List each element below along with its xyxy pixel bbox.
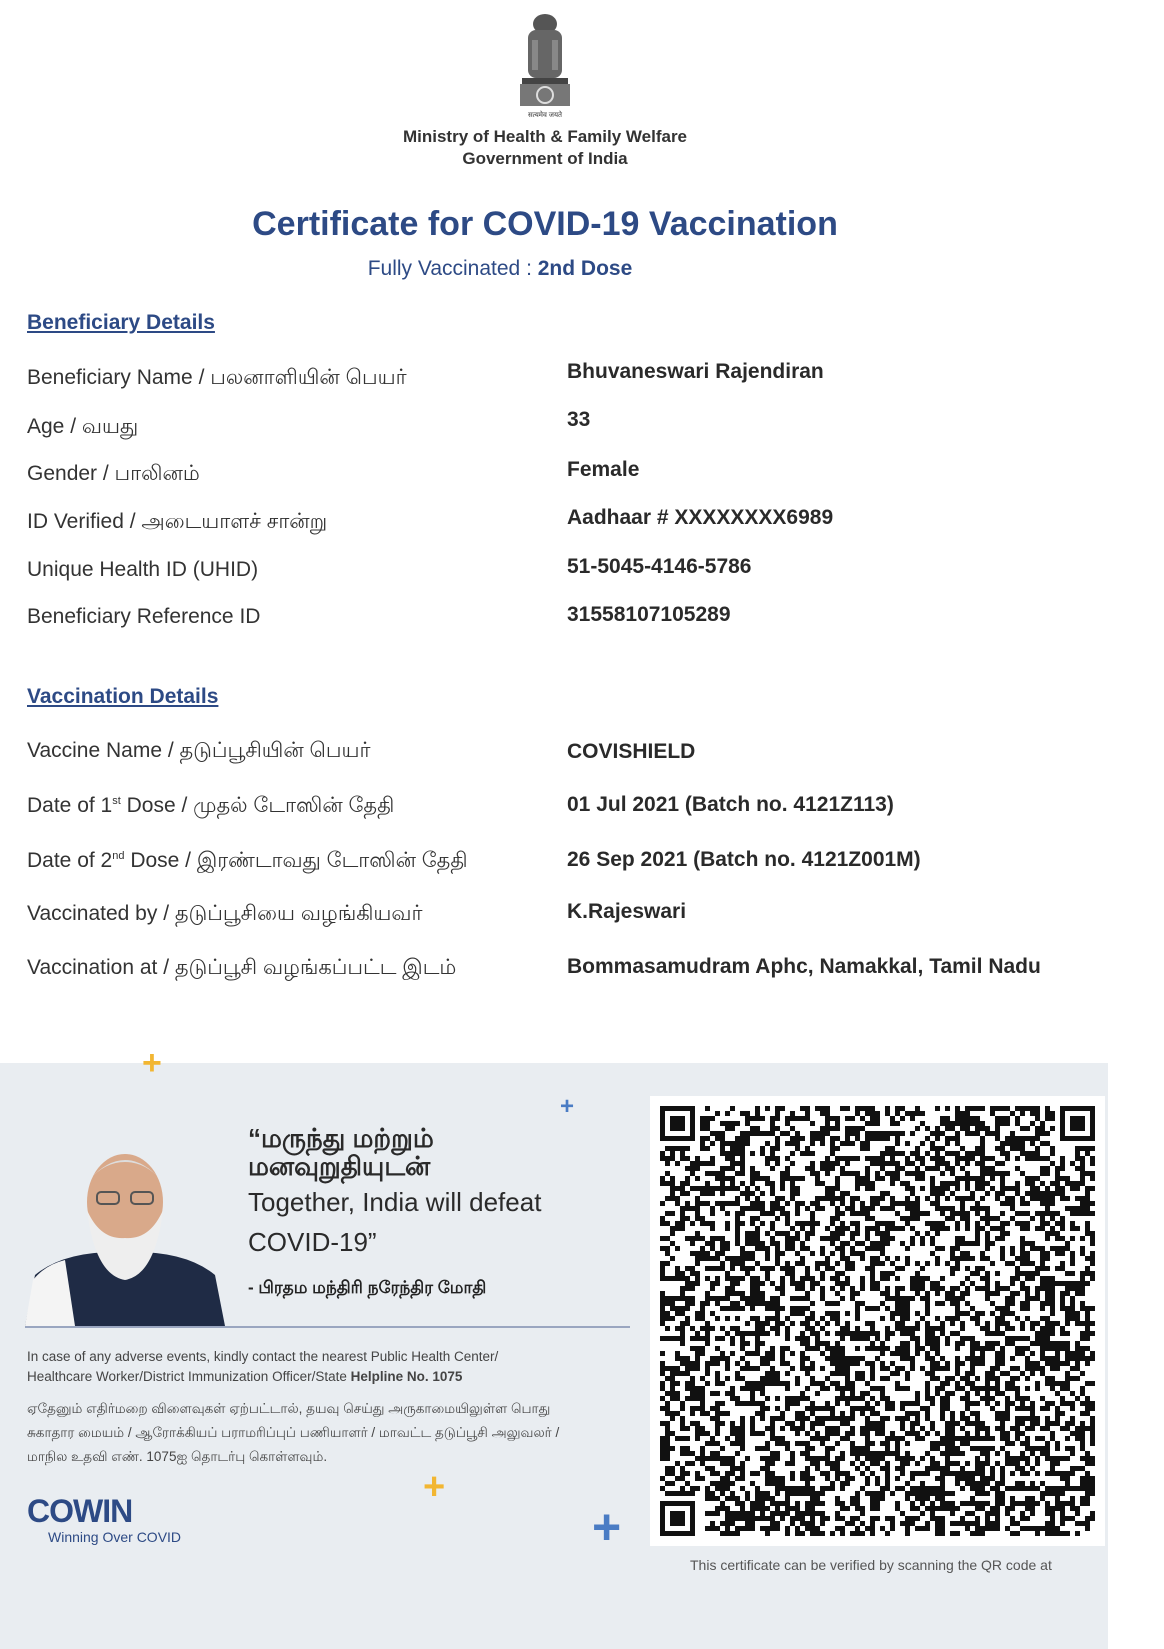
certificate-title: Certificate for COVID-19 Vaccination bbox=[252, 205, 838, 243]
advice-tamil bbox=[27, 1397, 559, 1469]
second-dose-label bbox=[27, 849, 468, 875]
plus-icon: + bbox=[592, 1499, 622, 1555]
advice-line: சுகாதார மையம் / ஆரோக்கியப் பராமரிப்புப் பணியாளர் / மாவட்ட தடுப்பூசி அலுவலர் / bbox=[27, 1425, 560, 1440]
vaccine-name-label: Vaccine Name / தடுப்பூசியின் பெயர் bbox=[27, 739, 371, 762]
reference-id-value: 31558107105289 bbox=[567, 603, 731, 626]
gender-label: Gender / பாலினம் bbox=[27, 462, 200, 485]
vaccinated-by-label: Vaccinated by / தடுப்பூசியை வழங்கியவர் bbox=[27, 902, 423, 925]
dose-label: 2nd Dose bbox=[537, 257, 633, 280]
gender-value: Female bbox=[567, 458, 640, 481]
age-label: Age / வயது bbox=[27, 415, 139, 438]
first-dose-label bbox=[27, 794, 394, 820]
status-prefix: Fully Vaccinated : bbox=[367, 257, 538, 280]
qr-modules bbox=[660, 1106, 1095, 1536]
helpline-number: Helpline No. 1075 bbox=[350, 1369, 463, 1384]
vaccinated-by-value: K.Rajeswari bbox=[567, 900, 687, 923]
quote-english bbox=[248, 1186, 541, 1258]
emblem-motto: सत्यमेव जयते bbox=[527, 112, 563, 119]
quote-line: Together, India will defeat bbox=[248, 1187, 542, 1217]
uhid-label: Unique Health ID (UHID) bbox=[27, 558, 259, 581]
quote-tamil bbox=[248, 1124, 434, 1180]
quote-attribution: - பிரதம மந்திரி நரேந்திர மோதி bbox=[248, 1278, 487, 1297]
plus-icon: + bbox=[142, 1044, 162, 1082]
id-verified-value: Aadhaar # XXXXXXXX6989 bbox=[567, 506, 834, 529]
first-dose-value: 01 Jul 2021 (Batch no. 4121Z113) bbox=[567, 793, 894, 816]
uhid-value: 51-5045-4146-5786 bbox=[567, 555, 752, 578]
label-sup: st bbox=[112, 795, 121, 807]
label-text: Date of 1 bbox=[27, 794, 113, 817]
age-value: 33 bbox=[567, 408, 591, 431]
beneficiary-details-heading: Beneficiary Details bbox=[27, 311, 215, 334]
vaccine-name-value: COVISHIELD bbox=[567, 740, 696, 763]
vaccination-details-heading: Vaccination Details bbox=[27, 685, 219, 708]
cowin-logo: COWIN bbox=[27, 1493, 133, 1529]
quote-line: “மருந்து மற்றும் bbox=[248, 1123, 434, 1153]
advice-line: Healthcare Worker/District Immunization Officer/State bbox=[27, 1369, 351, 1384]
advice-line: In case of any adverse events, kindly contact the nearest Public Health Center/ bbox=[27, 1349, 499, 1364]
ministry-name: Ministry of Health & Family Welfare bbox=[402, 127, 688, 146]
prime-minister-portrait bbox=[25, 1140, 225, 1326]
national-emblem-icon bbox=[512, 10, 578, 120]
vaccination-status bbox=[0, 257, 1000, 281]
quote-line: மனவுறுதியுடன் bbox=[248, 1151, 431, 1181]
government-name: Government of India bbox=[462, 149, 628, 168]
verify-text: This certificate can be verified by scanning the QR code at bbox=[690, 1557, 1052, 1573]
qr-code-container bbox=[650, 1096, 1105, 1546]
quote-line: COVID-19” bbox=[248, 1227, 377, 1257]
qr-code bbox=[660, 1106, 1095, 1536]
second-dose-value: 26 Sep 2021 (Batch no. 4121Z001M) bbox=[567, 848, 921, 871]
cowin-tagline: Winning Over COVID bbox=[48, 1529, 182, 1545]
label-text: Dose / முதல் டோஸின் தேதி bbox=[120, 794, 395, 817]
plus-icon: + bbox=[560, 1093, 575, 1120]
beneficiary-name-value: Bhuvaneswari Rajendiran bbox=[567, 360, 824, 383]
label-sup: nd bbox=[112, 850, 125, 862]
reference-id-label: Beneficiary Reference ID bbox=[27, 605, 261, 628]
beneficiary-name-label: Beneficiary Name / பலனாளியின் பெயர் bbox=[27, 366, 407, 389]
advice-english bbox=[27, 1347, 498, 1387]
plus-icon: + bbox=[423, 1466, 446, 1508]
divider bbox=[25, 1326, 630, 1328]
advice-line: ஏதேனும் எதிர்மறை விளைவுகள் ஏற்பட்டால், தயவு செய்து அருகாமையிலுள்ள பொது bbox=[27, 1401, 551, 1416]
vaccination-at-label: Vaccination at / தடுப்பூசி வழங்கப்பட்ட இடம் bbox=[27, 956, 457, 979]
id-verified-label: ID Verified / அடையாளச் சான்று bbox=[27, 510, 328, 533]
advice-line: மாநில உதவி எண். 1075ஐ தொடர்பு கொள்ளவும். bbox=[27, 1449, 328, 1464]
label-text: Date of 2 bbox=[27, 849, 113, 872]
vaccination-at-value: Bommasamudram Aphc, Namakkal, Tamil Nadu bbox=[567, 955, 1041, 978]
label-text: Dose / இரண்டாவது டோஸின் தேதி bbox=[124, 849, 468, 872]
